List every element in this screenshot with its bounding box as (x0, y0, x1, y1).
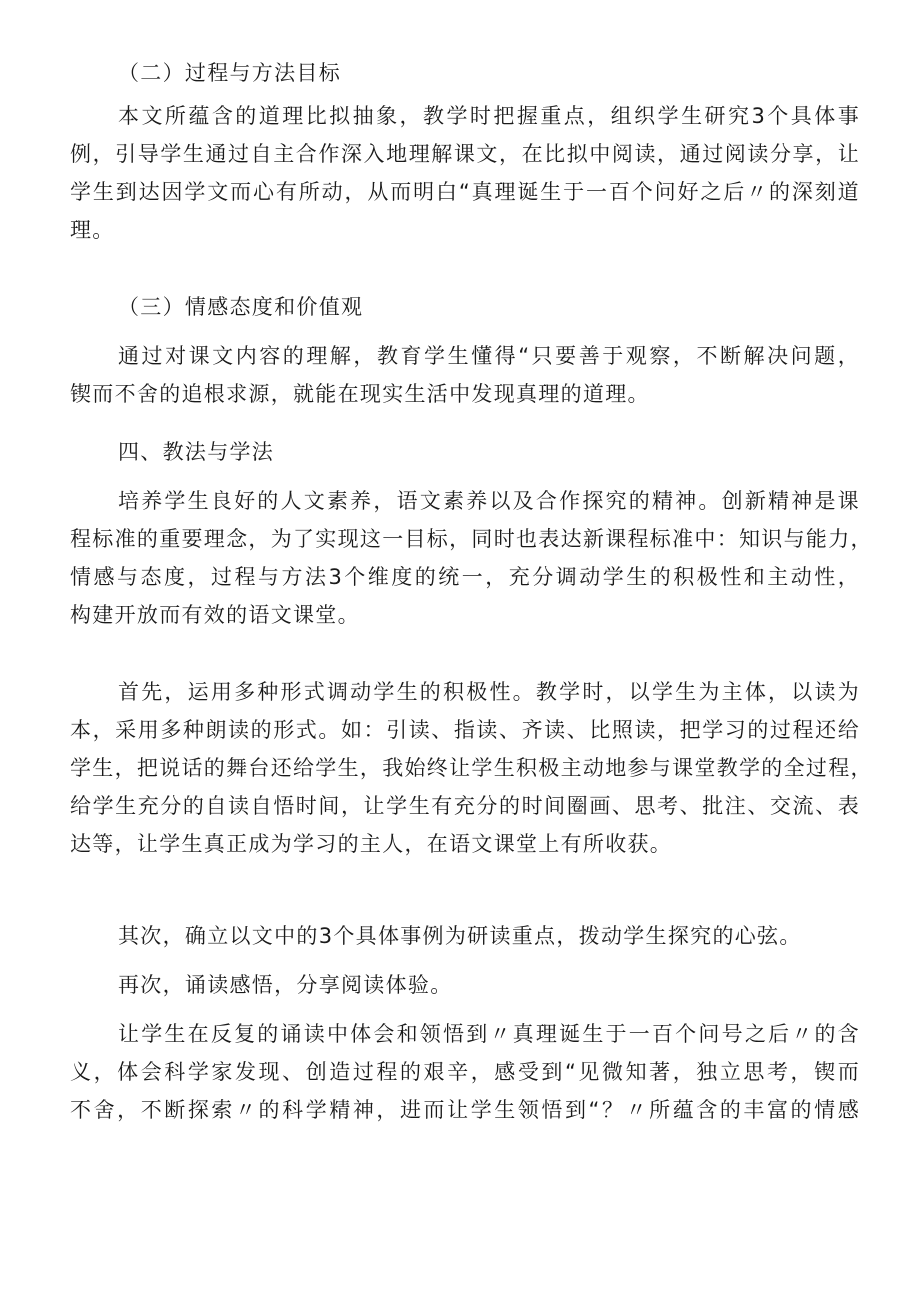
paragraph-line: 给学生充分的自读自悟时间，让学生有充分的时间圈画、思考、批注、交流、表 (70, 794, 860, 818)
section-heading-emotion-values (118, 288, 363, 326)
paragraph-reading-insight (70, 1015, 860, 1129)
paragraph-line: 学生到达因学文而心有所动，从而明白“真理诞生于一百个问好之后〃的深刻道 (70, 180, 860, 204)
paragraph-line: 再次，诵读感悟，分享阅读体验。 (118, 973, 453, 997)
paragraph-line: 不舍，不断探索〃的科学精神，进而让学生领悟到“？〃所蕴含的丰富的情感 (70, 1098, 860, 1122)
heading-text: （三）情感态度和价值观 (118, 295, 364, 319)
heading-text: 四、教法与学法 (118, 440, 275, 464)
paragraph-line: 本，采用多种朗读的形式。如：引读、指读、齐读、比照读，把学习的过程还给 (70, 718, 860, 742)
paragraph-line: 学生，把说话的舞台还给学生，我始终让学生积极主动地参与课堂教学的全过程， (70, 756, 873, 780)
paragraph-line: 情感与态度，过程与方法3个维度的统一，充分调动学生的积极性和主动性， (70, 565, 860, 589)
paragraph-emotion-values (70, 337, 860, 413)
paragraph-line: 本文所蕴含的道理比拟抽象，教学时把握重点，组织学生研究3个具体事 (118, 104, 860, 128)
paragraph-line: 义，体会科学家发现、创造过程的艰辛，感受到“见微知著，独立思考，锲而 (70, 1060, 860, 1084)
section-heading-process-method (118, 54, 341, 92)
paragraph-line: 其次，确立以文中的3个具体事例为研读重点，拨动学生探究的心弦。 (118, 924, 802, 948)
paragraph-line: 培养学生良好的人文素养，语文素养以及合作探究的精神。创新精神是课 (118, 489, 860, 513)
paragraph-line: 理。 (70, 218, 115, 242)
section-heading-teaching-methods (118, 433, 274, 471)
paragraph-second-method (70, 917, 860, 955)
paragraph-third-method (70, 966, 860, 1004)
paragraph-line: 例，引导学生通过自主合作深入地理解课文，在比拟中阅读，通过阅读分享，让 (70, 142, 860, 166)
paragraph-line: 构建开放而有效的语文课堂。 (70, 603, 360, 627)
paragraph-line: 程标准的重要理念，为了实现这一目标，同时也表达新课程标准中：知识与能力， (70, 527, 873, 551)
paragraph-process-method (70, 97, 860, 249)
paragraph-first-method (70, 673, 873, 863)
paragraph-line: 让学生在反复的诵读中体会和领悟到〃真理诞生于一百个问号之后〃的含 (118, 1022, 860, 1046)
paragraph-line: 通过对课文内容的理解，教育学生懂得“只要善于观察，不断解决问题， (118, 344, 860, 368)
paragraph-line: 首先，运用多种形式调动学生的积极性。教学时，以学生为主体，以读为 (118, 680, 860, 704)
heading-text: （二）过程与方法目标 (118, 61, 341, 85)
paragraph-line: 达等，让学生真正成为学习的主人，在语文课堂上有所收获。 (70, 832, 673, 856)
paragraph-line: 锲而不舍的追根求源，就能在现实生活中发现真理的道理。 (70, 382, 650, 406)
paragraph-teaching-methods (70, 482, 873, 634)
